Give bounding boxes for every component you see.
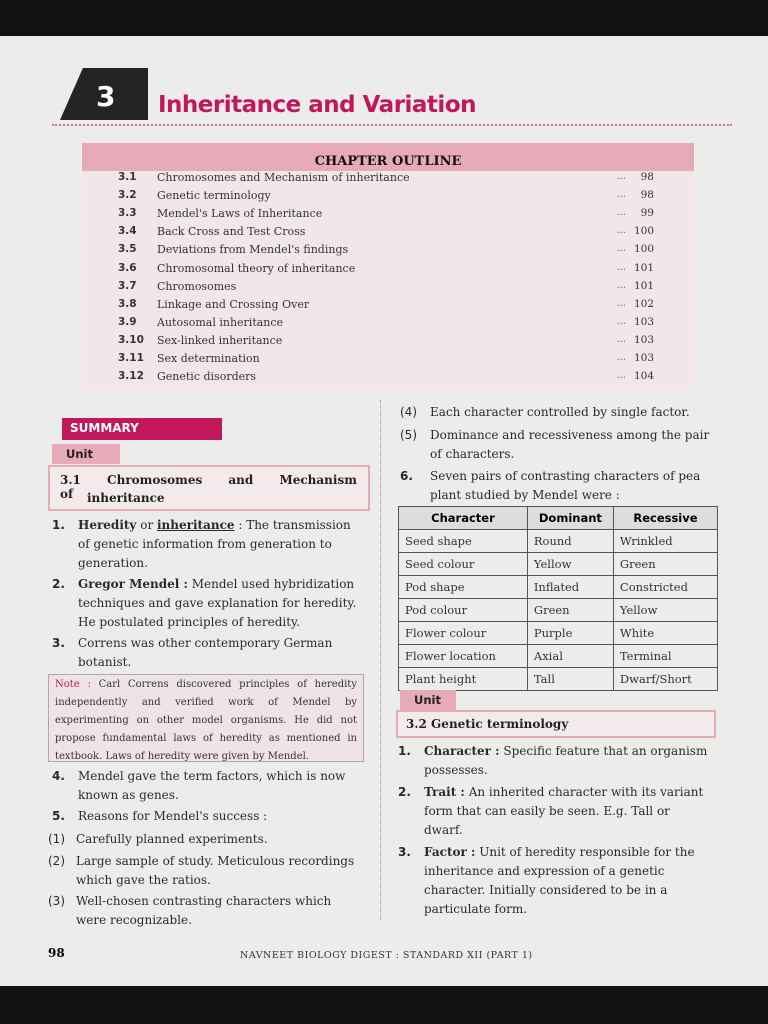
- table-row: [399, 599, 718, 622]
- outline-leader-dots: ...: [616, 171, 626, 182]
- outline-item: [82, 298, 694, 316]
- table-cell: Constricted: [613, 576, 717, 599]
- title-divider: [52, 124, 732, 126]
- table-cell: Pod shape: [399, 576, 528, 599]
- table-cell: Green: [527, 599, 613, 622]
- unit-heading: 3.2 Genetic terminology: [406, 717, 569, 731]
- sub-item: (2) Large sample of study. Meticulous recordings which gave the ratios.: [48, 854, 355, 887]
- unit-heading-box: [396, 710, 716, 738]
- table-cell: Yellow: [527, 553, 613, 576]
- outline-item-number: 3.7: [118, 279, 137, 292]
- table-row: [399, 622, 718, 645]
- table-cell: Inflated: [527, 576, 613, 599]
- table-cell: White: [613, 622, 717, 645]
- outline-item-page: 103: [633, 333, 654, 346]
- column-header: Character: [399, 507, 528, 530]
- outline-leader-dots: ...: [616, 261, 626, 273]
- outline-item-title: Chromosomes: [157, 279, 237, 293]
- table-header-row: [399, 507, 718, 530]
- outline-item-number: 3.1: [118, 171, 137, 183]
- list-item: 6. Seven pairs of contrasting characters of pea plant studied by Mendel were :: [400, 469, 701, 502]
- table-cell: Green: [613, 553, 717, 576]
- unit-heading: 3.1 Chromosomes and Mechanism of: [60, 473, 357, 501]
- outline-item-number: 3.4: [118, 225, 137, 238]
- chapter-number: 3: [96, 80, 116, 113]
- unit-heading-box: [48, 465, 370, 511]
- outline-item: [82, 225, 694, 243]
- outline-item-page: 100: [633, 225, 654, 238]
- table-cell: Wrinkled: [613, 530, 717, 553]
- table-row: [399, 668, 718, 691]
- outline-item: [82, 189, 694, 207]
- table-cell: Axial: [527, 645, 613, 668]
- outline-item: [82, 334, 694, 352]
- table-cell: Flower location: [399, 645, 528, 668]
- unit-heading-line2: inheritance: [87, 491, 165, 505]
- table-row: [399, 576, 718, 599]
- characters-table: [398, 506, 718, 691]
- sub-item: (1) Carefully planned experiments.: [48, 832, 268, 846]
- table-cell: Seed colour: [399, 553, 528, 576]
- outline-item-number: 3.8: [118, 297, 137, 310]
- sub-item: (5) Dominance and recessiveness among the pair of characters.: [400, 428, 710, 461]
- outline-item-page: 98: [640, 171, 654, 183]
- table-cell: Plant height: [399, 668, 528, 691]
- outline-item-title: Sex-linked inheritance: [157, 333, 283, 347]
- table-cell: Tall: [527, 668, 613, 691]
- outline-item-title: Linkage and Crossing Over: [157, 297, 310, 311]
- outline-leader-dots: ...: [616, 243, 626, 255]
- note-box: [48, 674, 364, 762]
- table-cell: Round: [527, 530, 613, 553]
- summary-label: SUMMARY: [70, 421, 139, 435]
- outline-leader-dots: ...: [616, 279, 626, 291]
- outline-item-page: 102: [633, 297, 654, 310]
- unit-tag: Unit: [400, 690, 456, 710]
- table-cell: Pod colour: [399, 599, 528, 622]
- table-cell: Yellow: [613, 599, 717, 622]
- outline-leader-dots: ...: [616, 225, 626, 237]
- note-text: Carl Correns discovered principles of heredity independently and verified work of Mendel by experimenting on other model organisms. He did not propose fundamental laws of heredity as mentioned in textbook. Laws of heredity were given by Mendel.: [55, 679, 357, 762]
- outline-item-number: 3.9: [118, 315, 137, 328]
- outline-item-page: 101: [633, 261, 654, 274]
- outline-item-title: Deviations from Mendel's findings: [157, 243, 349, 257]
- outline-item-title: Autosomal inheritance: [157, 315, 284, 329]
- table-row: [399, 645, 718, 668]
- outline-item: [82, 316, 694, 334]
- outline-item: [82, 262, 694, 280]
- table-cell: Seed shape: [399, 530, 528, 553]
- outline-item-number: 3.6: [118, 261, 137, 274]
- table-cell: Flower colour: [399, 622, 528, 645]
- outline-item-title: Back Cross and Test Cross: [157, 225, 306, 239]
- outline-item-number: 3.2: [118, 189, 137, 202]
- outline-item-number: 3.12: [118, 370, 144, 383]
- outline-leader-dots: ...: [616, 315, 626, 327]
- list-item: 4. Mendel gave the term factors, which is now known as genes.: [52, 769, 346, 802]
- outline-item-page: 101: [633, 279, 654, 292]
- list-item: 2. Trait : An inherited character with its variant form that can easily be seen. E.g. Tall or dwarf.: [398, 785, 704, 837]
- outline-item-page: 100: [633, 243, 654, 256]
- list-item: 2. Gregor Mendel : Mendel used hybridization techniques and gave explanation for heredity. He postulated principles of heredity.: [52, 577, 357, 629]
- list-item: 5. Reasons for Mendel's success :: [52, 809, 268, 823]
- outline-item: [82, 207, 694, 225]
- outline-item-page: 104: [633, 370, 654, 383]
- outline-item-number: 3.10: [118, 333, 144, 346]
- table-cell: Terminal: [613, 645, 717, 668]
- outline-item-title: Genetic terminology: [157, 189, 271, 203]
- column-header: Dominant: [527, 507, 613, 530]
- table-cell: Dwarf/Short: [613, 668, 717, 691]
- sub-item: (4) Each character controlled by single factor.: [400, 405, 690, 419]
- outline-leader-dots: ...: [616, 370, 626, 382]
- footer-text: NAVNEET BIOLOGY DIGEST : STANDARD XII (PART 1): [240, 950, 533, 961]
- outline-leader-dots: ...: [616, 352, 626, 363]
- outline-item: [82, 352, 694, 370]
- outline-title: CHAPTER OUTLINE: [314, 154, 462, 169]
- outline-item-page: 99: [640, 207, 654, 220]
- table-row: [399, 530, 718, 553]
- column-header: Recessive: [613, 507, 717, 530]
- outline-item-title: Genetic disorders: [157, 370, 257, 384]
- list-item: 3. Factor : Unit of heredity responsible for the inheritance and expression of a genetic character. Initially considered to be in a particulate form.: [398, 845, 695, 916]
- outline-leader-dots: ...: [616, 189, 626, 201]
- outline-item-title: Chromosomes and Mechanism of inheritance: [157, 171, 410, 184]
- outline-item-number: 3.11: [118, 352, 144, 364]
- sub-item: (3) Well-chosen contrasting characters which were recognizable.: [48, 894, 332, 927]
- page-number: 98: [48, 946, 65, 960]
- outline-item-page: 103: [633, 315, 654, 328]
- outline-list: [82, 171, 694, 389]
- outline-item-page: 103: [633, 352, 654, 364]
- outline-item-title: Mendel's Laws of Inheritance: [157, 207, 323, 221]
- list-item: 1. Heredity or inheritance : The transmission of genetic information from generation to generation.: [52, 518, 351, 570]
- outline-item-number: 3.5: [118, 243, 137, 256]
- outline-item: [82, 280, 694, 298]
- table-cell: Purple: [527, 622, 613, 645]
- unit-tag: Unit: [52, 444, 120, 464]
- table-row: [399, 553, 718, 576]
- outline-leader-dots: ...: [616, 333, 626, 345]
- list-item: 1. Character : Specific feature that an organism possesses.: [398, 744, 708, 777]
- outline-item-page: 98: [640, 189, 654, 202]
- outline-item-title: Chromosomal theory of inheritance: [157, 261, 356, 275]
- list-item: 3. Correns was other contemporary German botanist.: [52, 636, 333, 669]
- chapter-title: Inheritance and Variation: [158, 92, 476, 118]
- outline-leader-dots: ...: [616, 297, 626, 309]
- outline-leader-dots: ...: [616, 207, 626, 219]
- outline-item-title: Sex determination: [157, 352, 260, 365]
- note-label: Note :: [55, 679, 91, 690]
- outline-item: [82, 243, 694, 261]
- outline-item: [82, 370, 694, 388]
- outline-item: [82, 171, 694, 189]
- column-separator: [380, 400, 381, 920]
- outline-item-number: 3.3: [118, 207, 137, 220]
